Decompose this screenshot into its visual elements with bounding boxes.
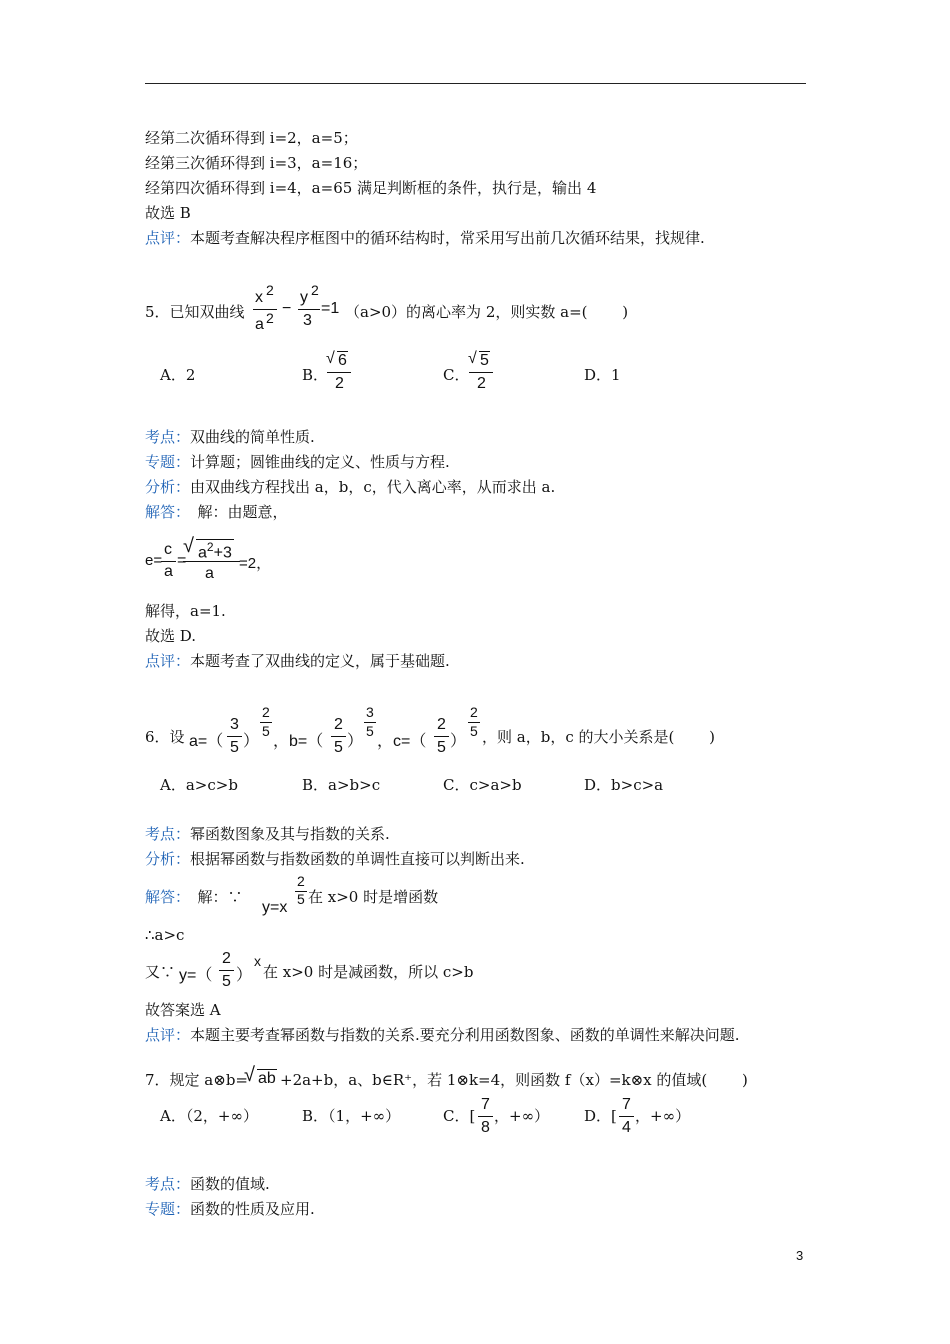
q6-c-close: ） — [450, 733, 467, 750]
q5-y-exp: 2 — [311, 282, 319, 298]
q5-a: a — [255, 316, 264, 333]
q6-option-c: C．c>a>b — [443, 776, 522, 794]
q5-kaodian — [145, 427, 315, 447]
q6-option-a: A．a>c>b — [160, 776, 238, 794]
q6-a-den: 5 — [230, 739, 239, 756]
sqrt-icon: √ — [244, 1064, 255, 1086]
q6-suffix: ，则 a，b，c 的大小关系是( ) — [482, 728, 715, 746]
q4-comment-text: 本题考查解决程序框图中的循环结构时，常采用写出前几次循环结果，找规律. — [190, 229, 705, 247]
q7-d-den: 4 — [622, 1119, 631, 1136]
q5-c-num: 5 — [480, 352, 489, 369]
q6-a-close: ） — [243, 733, 260, 750]
q7-c-den: 8 — [481, 1119, 490, 1136]
q6-b-num: 2 — [334, 716, 343, 733]
q6-prefix: 6．设 — [145, 728, 185, 746]
q6-c-exp-den: 5 — [470, 723, 478, 739]
q6-dianping-text: 本题主要考查幂函数与指数的关系.要充分利用函数图象、函数的单调性来解决问题. — [190, 1026, 740, 1044]
q5-frac2-bar — [298, 309, 320, 310]
q6-y-exp-num: 2 — [297, 873, 305, 889]
q7-c-num: 7 — [481, 1096, 490, 1113]
dianping-label: 点评： — [145, 229, 191, 247]
loop-line-4: 经第四次循环得到 i=4，a=65 满足判断框的条件，执行是，输出 4 — [145, 179, 597, 197]
q5-e-rad — [196, 539, 234, 562]
q5-e-end: =2， — [239, 555, 272, 572]
q6-fenxi-text: 根据幂函数与指数函数的单调性直接可以判断出来. — [190, 850, 525, 868]
q5-b-num: 6 — [338, 352, 347, 369]
q7-kaodian — [145, 1174, 270, 1194]
q7-kaodian-text: 函数的值域. — [190, 1175, 270, 1193]
q5-b-den: 2 — [335, 375, 344, 392]
q5-jieda — [145, 502, 288, 522]
q7-prefix: 7．规定 a⊗b= — [145, 1071, 248, 1089]
q5-option-c: C． — [443, 366, 470, 384]
q5-dianping-text: 本题考查了双曲线的定义，属于基础题. — [190, 652, 450, 670]
q7-d-bar — [619, 1116, 634, 1117]
q5-x-exp: 2 — [266, 282, 274, 298]
q6-c-den: 5 — [437, 739, 446, 756]
header-rule — [145, 83, 806, 84]
q6-c-exp-num: 2 — [470, 704, 478, 720]
q7-zhuanti-text: 函数的性质及应用. — [190, 1200, 315, 1218]
q5-kaodian-text: 双曲线的简单性质. — [190, 428, 315, 446]
q6-y2-bar — [219, 970, 234, 971]
fenxi-label: 分析： — [145, 478, 191, 496]
q7-option-a: A．（2，+∞） — [160, 1107, 258, 1125]
q5-e-bar2 — [183, 561, 240, 562]
q5-prefix: 5．已知双曲线 — [145, 303, 245, 321]
q6-b-bar — [331, 736, 346, 737]
q6-c-eq: ，c=（ — [377, 733, 427, 750]
q6-fenxi — [145, 849, 525, 869]
q7-c-bar — [478, 1116, 493, 1117]
q5-option-d: D．1 — [584, 366, 621, 384]
q6-b-close: ） — [347, 733, 364, 750]
q5-zhuanti — [145, 452, 450, 472]
kaodian-label: 考点： — [145, 1175, 191, 1193]
loop-line-3: 经第三次循环得到 i=3，a=16； — [145, 154, 368, 172]
q5-fenxi-text: 由双曲线方程找出 a，b，c，代入离心率，从而求出 a. — [190, 478, 556, 496]
q6-a-exp-num: 2 — [262, 704, 270, 720]
sqrt-icon: √ — [183, 535, 194, 557]
q5-zhuanti-text: 计算题；圆锥曲线的定义、性质与方程. — [190, 453, 450, 471]
q6-y2-den: 5 — [222, 973, 231, 990]
kaodian-label: 考点： — [145, 428, 191, 446]
sqrt-icon: √ — [326, 350, 335, 367]
q5-guxuan: 故选 D. — [145, 627, 197, 645]
q6-y-tail: 在 x>0 时是增函数 — [308, 888, 439, 906]
q5-e-eq: = — [177, 552, 187, 569]
q6-y2-close: ） — [236, 967, 253, 984]
q6-option-d: D．b>c>a — [584, 776, 664, 794]
q5-a-exp: 2 — [266, 310, 274, 326]
q7-option-b: B．（1，+∞） — [302, 1107, 401, 1125]
dianping-label: 点评： — [145, 1026, 191, 1044]
q5-option-a: A．2 — [160, 366, 196, 384]
q6-y2-tail: 在 x>0 时是减函数，所以 c>b — [263, 963, 474, 981]
kaodian-label: 考点： — [145, 825, 191, 843]
zhuanti-label: 专题： — [145, 453, 191, 471]
q4-comment — [145, 228, 705, 248]
q6-y2-num: 2 — [222, 950, 231, 967]
q5-suffix: （a>0）的离心率为 2，则实数 a=( ) — [345, 303, 629, 321]
q7-option-d: D．[ — [584, 1107, 617, 1125]
q7-d-tail: ，+∞） — [635, 1107, 691, 1125]
q6-a-exp-den: 5 — [262, 723, 270, 739]
q6-a-eq: a=（ — [189, 733, 224, 750]
q5-jieda-text: 解：由题意， — [182, 503, 288, 521]
q5-e-den: a — [205, 565, 214, 582]
q6-kaodian — [145, 824, 390, 844]
q6-a-bar — [227, 736, 242, 737]
zhuanti-label: 专题： — [145, 1200, 191, 1218]
q5-e-rad-base: a — [198, 544, 207, 562]
q7-option-c: C．[ — [443, 1107, 476, 1125]
q6-y2-exp: x — [254, 953, 261, 969]
q5-e-prefix: e= — [145, 552, 163, 569]
q4-answer: 故选 B — [145, 204, 191, 222]
loop-line-2: 经第二次循环得到 i=2，a=5； — [145, 129, 358, 147]
q5-dianping — [145, 651, 450, 671]
q6-therefore: ∴a>c — [145, 926, 185, 944]
q6-b-den: 5 — [334, 739, 343, 756]
q5-e-bar1 — [161, 561, 176, 562]
q5-minus: − — [282, 300, 292, 317]
q5-e-c: c — [164, 541, 172, 558]
q7-c-tail: ，+∞） — [494, 1107, 550, 1125]
q7-rad: ab — [258, 1070, 276, 1087]
q6-a-num: 3 — [230, 716, 239, 733]
q5-option-b: B． — [302, 366, 329, 384]
q5-fenxi — [145, 477, 555, 497]
fenxi-label: 分析： — [145, 850, 191, 868]
q5-c-den: 2 — [477, 375, 486, 392]
q6-option-b: B．a>b>c — [302, 776, 381, 794]
q6-b-exp-num: 3 — [366, 704, 374, 720]
page-number: 3 — [796, 1248, 804, 1263]
q5-eq1: =1 — [321, 300, 340, 317]
q6-y2-eq: y=（ — [179, 967, 213, 984]
q6-jieda — [145, 887, 243, 907]
q5-jiede: 解得，a=1. — [145, 602, 226, 620]
q5-c-bar — [469, 372, 493, 373]
q5-e-rad-tail: +3 — [213, 544, 232, 562]
q6-dianping — [145, 1025, 740, 1045]
q6-y-exp-den: 5 — [297, 891, 305, 907]
jieda-label: 解答： — [145, 888, 183, 906]
q6-you: 又∵ — [145, 963, 176, 981]
q6-c-bar — [434, 736, 449, 737]
q6-b-exp-den: 5 — [366, 723, 374, 739]
q6-y-eq: y=x — [262, 899, 288, 916]
sqrt-icon: √ — [468, 350, 477, 367]
q7-d-num: 7 — [622, 1096, 631, 1113]
q6-jieda-text: 解：∵ — [182, 888, 243, 906]
q6-b-eq: ，b=（ — [273, 733, 324, 750]
q5-three: 3 — [303, 312, 312, 329]
q7-zhuanti — [145, 1199, 315, 1219]
q6-kaodian-text: 幂函数图象及其与指数的关系. — [190, 825, 390, 843]
dianping-label: 点评： — [145, 652, 191, 670]
q5-y: y — [300, 289, 308, 306]
q5-e-a: a — [164, 563, 173, 580]
q5-b-bar — [327, 372, 351, 373]
q5-x: x — [255, 289, 263, 306]
jieda-label: 解答： — [145, 503, 183, 521]
q7-mid: +2a+b，a、b∈R⁺，若 1⊗k=4，则函数 f（x）=k⊗x 的值域( ) — [280, 1071, 748, 1089]
q6-c-num: 2 — [437, 716, 446, 733]
q6-guxuan: 故答案选 A — [145, 1001, 221, 1019]
q5-e-rad-exp: 2 — [206, 540, 214, 554]
